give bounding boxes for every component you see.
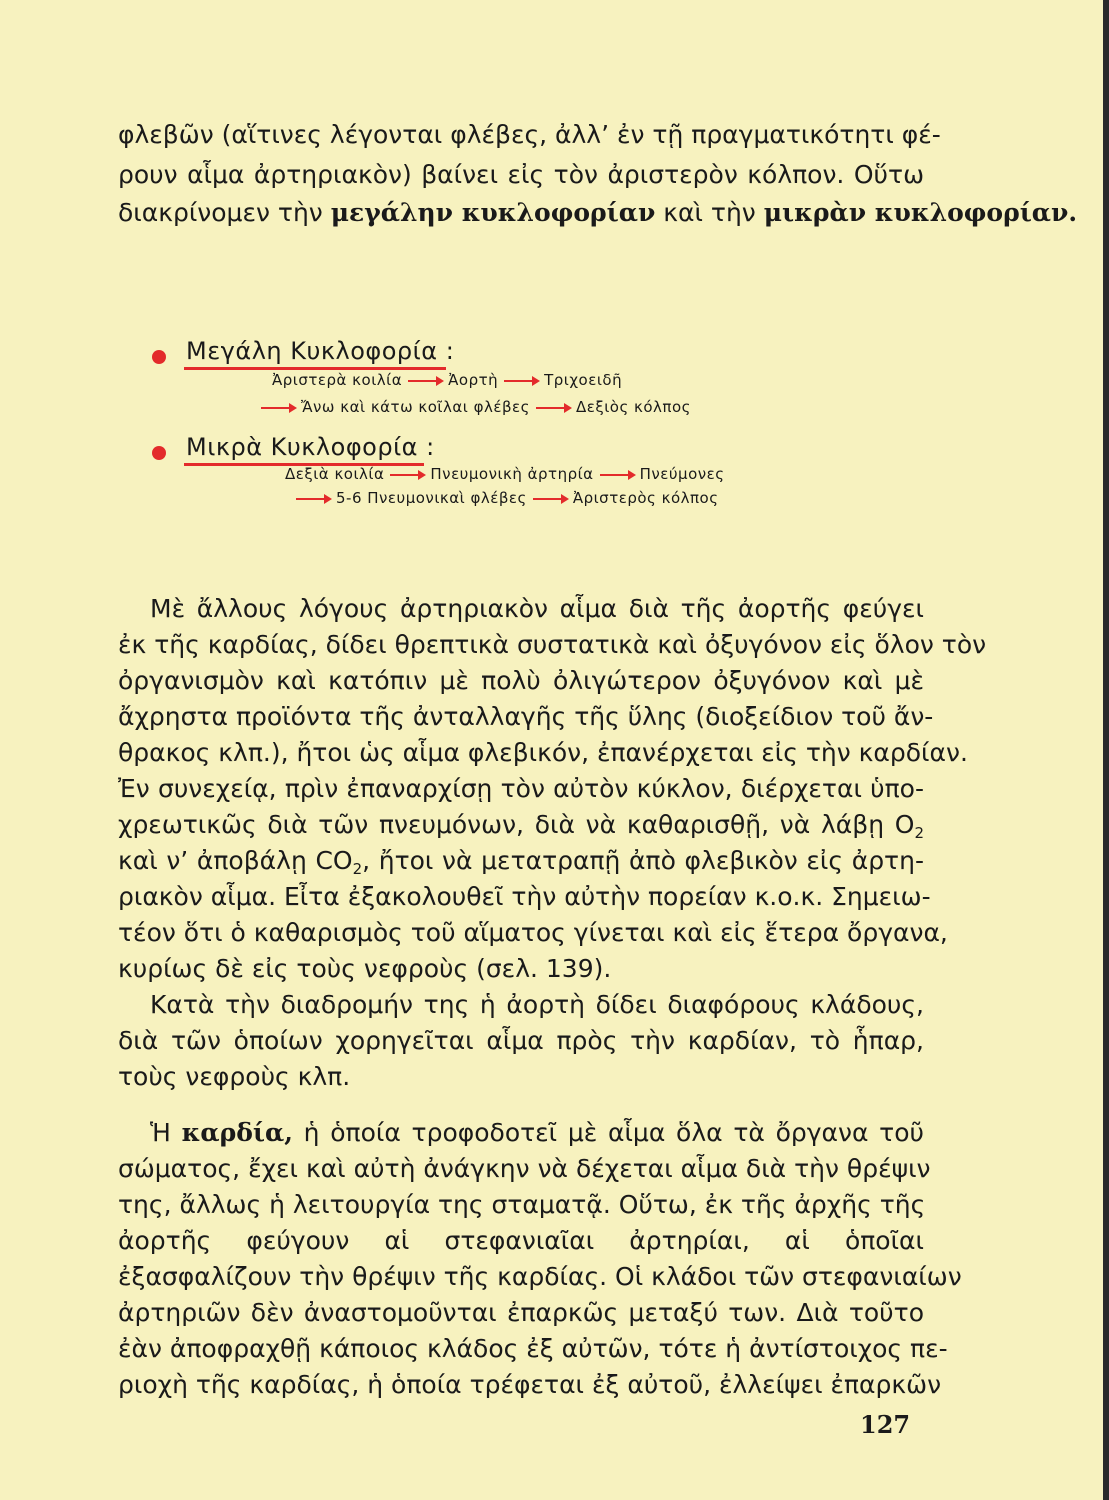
para2-line-2: διὰ τῶν ὁποίων χορηγεῖται αἷμα πρὸς τὴν καρδίαν, τὸ ἧπαρ,: [118, 1026, 924, 1055]
small-circulation-heading: Μικρὰ Κυκλοφορία :: [186, 433, 435, 461]
page-edge: [1103, 0, 1109, 1500]
para3-line-5: ἐξασφαλίζουν τὴν θρέψιν τῆς καρδίας. Οἱ κλάδοι τῶν στεφανιαίων: [118, 1262, 962, 1291]
para3-line-1: Ἡ καρδία, ἡ ὁποία τροφοδοτεῖ μὲ αἷμα ὅλα τὰ ὄργανα τοῦ: [150, 1118, 924, 1147]
para1-line-5: θρακος κλπ.), ἤτοι ὡς αἷμα φλεβικόν, ἐπανέρχεται εἰς τὴν καρδίαν.: [118, 738, 968, 767]
arrow-icon: [504, 380, 538, 382]
para1-line-6: Ἐν συνεχείᾳ, πρὶν ἐπαναρχίσῃ τὸν αὐτὸν κύκλον, διέρχεται ὑπο-: [118, 774, 924, 803]
arrow-icon: [261, 407, 295, 409]
bold-term-heart: καρδία,: [181, 1118, 293, 1147]
arrow-icon: [533, 498, 567, 500]
para1-line-7: χρεωτικῶς διὰ τῶν πνευμόνων, διὰ νὰ καθαρισθῇ, νὰ λάβῃ $O_2$: [118, 810, 924, 842]
para2-line-1: Κατὰ τὴν διαδρομήν της ἡ ἀορτὴ δίδει διαφόρους κλάδους,: [150, 990, 924, 1019]
big-circulation-heading: Μεγάλη Κυκλοφορία :: [186, 337, 455, 365]
para3-line-4: ἀορτῆς φεύγουν αἱ στεφανιαῖαι ἀρτηρίαι, αἱ ὁποῖαι: [118, 1226, 924, 1255]
small-circulation-row-1: Δεξιὰ κοιλία Πνευμονικὴ ἀρτηρία Πνεύμονες: [285, 465, 725, 483]
bullet-icon: [152, 350, 166, 364]
arrow-icon: [296, 498, 330, 500]
para1-line-10: τέον ὅτι ὁ καθαρισμὸς τοῦ αἵματος γίνεται καὶ εἰς ἕτερα ὄργανα,: [118, 918, 948, 947]
para3-line-6: ἀρτηριῶν δὲν ἀναστομοῦνται ἐπαρκῶς μεταξύ των. Διὰ τοῦτο: [118, 1298, 924, 1327]
page-number: 127: [860, 1410, 911, 1439]
arrow-icon: [408, 380, 442, 382]
arrow-icon: [600, 474, 634, 476]
bold-term-big-circulation: μεγάλην κυκλοφορίαν: [330, 198, 656, 227]
para3-line-8: ριοχὴ τῆς καρδίας, ἡ ὁποία τρέφεται ἐξ αὐτοῦ, ἐλλείψει ἐπαρκῶν: [118, 1370, 942, 1399]
intro-line-2: ρουν αἷμα ἀρτηριακὸν) βαίνει εἰς τὸν ἀριστερὸν κόλπον. Οὕτω: [118, 160, 924, 189]
arrow-icon: [390, 474, 424, 476]
intro-line-3: διακρίνομεν τὴν μεγάλην κυκλοφορίαν καὶ τὴν μικρὰν κυκλοφορίαν.: [118, 198, 1078, 227]
para2-line-3: τοὺς νεφροὺς κλπ.: [118, 1062, 351, 1091]
para3-line-7: ἐὰν ἀποφραχθῇ κάποιος κλάδος ἐξ αὐτῶν, τότε ἡ ἀντίστοιχος πε-: [118, 1334, 948, 1363]
para1-line-1: Μὲ ἄλλους λόγους ἀρτηριακὸν αἷμα διὰ τῆς ἀορτῆς φεύγει: [150, 594, 924, 623]
intro-line-1: φλεβῶν (αἵτινες λέγονται φλέβες, ἀλλ’ ἐν τῇ πραγματικότητι φέ-: [118, 120, 941, 149]
bullet-icon: [152, 446, 166, 460]
para3-line-3: της, ἄλλως ἡ λειτουργία της σταματᾷ. Οὕτω, ἐκ τῆς ἀρχῆς τῆς: [118, 1190, 926, 1219]
para1-line-3: ὀργανισμὸν καὶ κατόπιν μὲ πολὺ ὀλιγώτερον ὀξυγόνον καὶ μὲ: [118, 666, 924, 695]
big-circulation-row-1: Ἀριστερὰ κοιλία Ἀορτὴ Τριχοειδῆ: [272, 371, 623, 389]
para1-line-4: ἄχρηστα προϊόντα τῆς ἀνταλλαγῆς τῆς ὕλης (διοξείδιον τοῦ ἄν-: [118, 702, 934, 731]
para1-line-11: κυρίως δὲ εἰς τοὺς νεφροὺς (σελ. 139).: [118, 954, 612, 983]
para1-line-2: ἐκ τῆς καρδίας, δίδει θρεπτικὰ συστατικὰ καὶ ὀξυγόνον εἰς ὅλον τὸν: [118, 630, 987, 659]
big-circulation-row-2: Ἄνω καὶ κάτω κοῖλαι φλέβες Δεξιὸς κόλπος: [255, 397, 691, 417]
para1-line-9: ριακὸν αἷμα. Εἶτα ἐξακολουθεῖ τὴν αὐτὴν πορείαν κ.ο.κ. Σημειω-: [118, 882, 931, 911]
arrow-icon: [536, 407, 570, 409]
small-circulation-row-2: 5-6 Πνευμονικαὶ φλέβες Ἀριστερὸς κόλπος: [290, 488, 719, 508]
para1-line-8: καὶ ν’ ἀποβάλῃ $CO_2$, ἤτοι νὰ μετατραπῇ ἀπὸ φλεβικὸν εἰς ἀρτη-: [118, 846, 924, 878]
para3-line-2: σώματος, ἔχει καὶ αὐτὴ ἀνάγκην νὰ δέχεται αἷμα διὰ τὴν θρέψιν: [118, 1154, 931, 1183]
bold-term-small-circulation: μικρὰν κυκλοφορίαν.: [763, 198, 1078, 227]
